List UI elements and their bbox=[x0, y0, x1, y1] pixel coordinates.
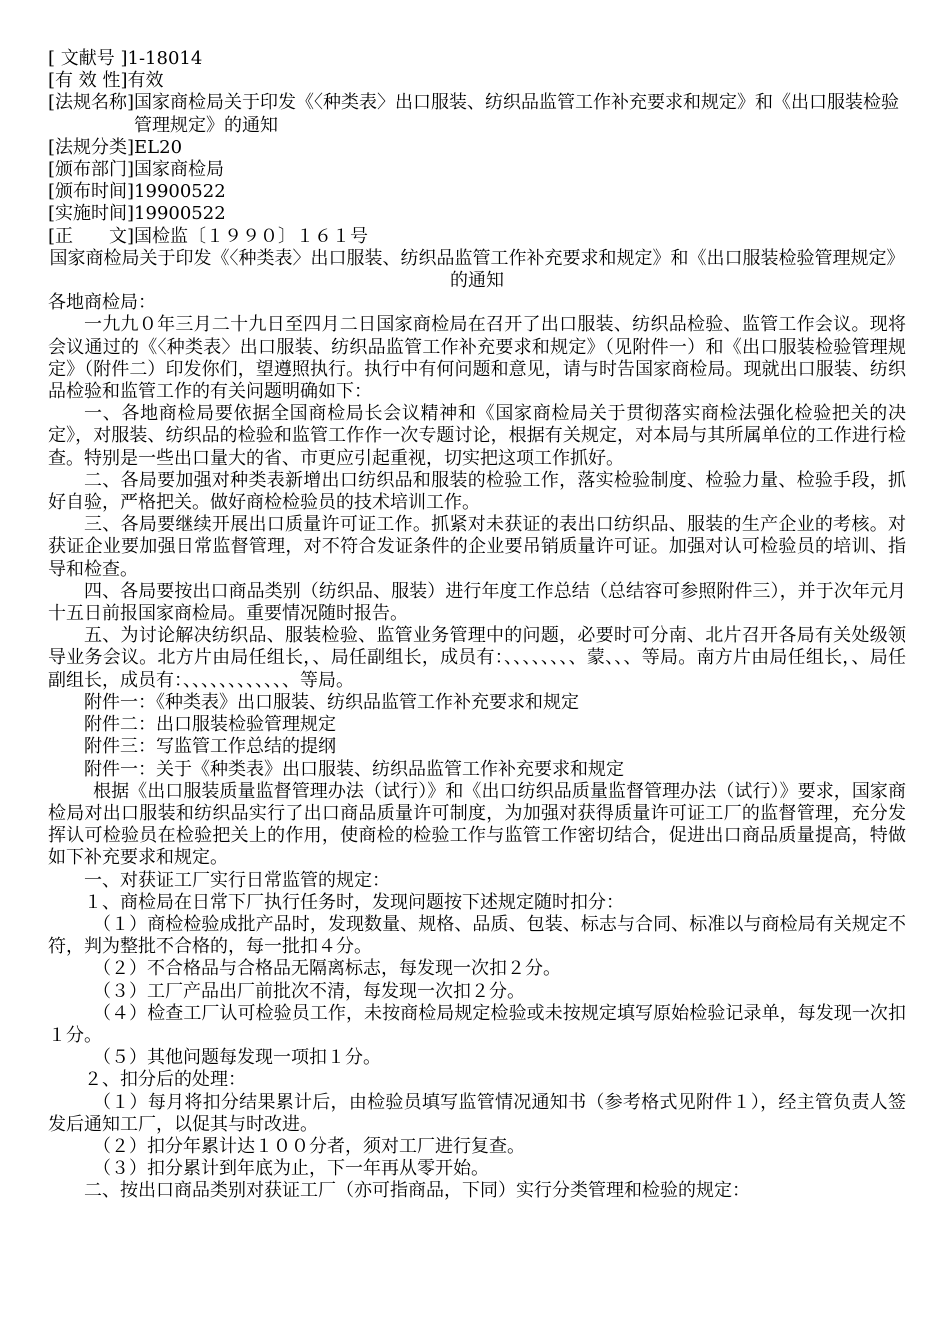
list-item: （４）检查工厂认可检验员工作，未按商检局规定检验或未按规定填写原始检验记录单，每发现一次扣１分。 bbox=[48, 1002, 906, 1046]
meta-effective-date-label: [实施时间] bbox=[48, 203, 135, 225]
paragraph: 三、各局要继续开展出口质量许可证工作。抓紧对未获证的表出口纺织品、服装的生产企业的考核。对获证企业要加强日常监督管理，对不符合发证条件的企业要吊销质量许可证。加强对认可检验员的培训、指导和检查。 bbox=[48, 514, 906, 580]
meta-validity bbox=[48, 70, 906, 92]
list-item: （２）不合格品与合格品无隔离标志，每发现一次扣２分。 bbox=[93, 958, 561, 980]
paragraph: 一、各地商检局要依据全国商检局长会议精神和《国家商检局关于贯彻落实商检法强化检验把关的决定》，对服装、纺织品的检验和监管工作作一次专题讨论，根据有关规定，对本局与其所属单位的工作进行检查。特别是一些出口量大的省、市更应引起重视，切实把这项工作抓好。 bbox=[48, 403, 906, 469]
meta-title-label: [法规名称] bbox=[48, 92, 135, 114]
salutation: 各地商检局： bbox=[48, 292, 156, 314]
meta-effective-date-value: 19900522 bbox=[134, 203, 226, 225]
attachment-title: 附件一：关于《种类表》出口服装、纺织品监管工作补充要求和规定 bbox=[84, 758, 624, 780]
attachment-intro: 根据《出口服装质量监督管理办法（试行）》和《出口纺织品质量监督管理办法（试行）》要求，国家商检局对出口服装和纺织品实行了出口商品质量许可制度，为加强对获得质量许可证工厂的监督管理，充分发挥认可检验员在检验把关上的作用，使商检的检验工作与监管工作密切结合，促进出口商品质量提高，特做如下补充要求和规定。 bbox=[48, 780, 906, 869]
meta-doc-no-label: [ 文献号 ] bbox=[48, 48, 128, 69]
meta-validity-label: [有 效 性] bbox=[48, 70, 128, 92]
list-item: （１）商检检验成批产品时，发现数量、规格、品质、包装、标志与合同、标准以与商检局有关规定不符，判为整批不合格的，每一批扣４分。 bbox=[48, 913, 906, 958]
meta-issuer bbox=[48, 159, 906, 181]
meta-doc-no bbox=[48, 48, 906, 70]
paragraph: 五、为讨论解决纺织品、服装检验、监管业务管理中的问题，必要时可分南、北片召开各局有关处级领导业务会议。北方片由局任组长，、局任副组长，成员有：、、、、、、、、蒙、、、等局。南方片由局任组长，、局任副组长，成员有：、、、、、、、、、、、、等局。 bbox=[48, 625, 906, 691]
section-heading: 一、对获证工厂实行日常监管的规定： bbox=[84, 869, 390, 891]
meta-text bbox=[48, 226, 906, 248]
list-item: （３）扣分累计到年底为止，下一年再从零开始。 bbox=[93, 1158, 489, 1180]
paragraph: 四、各局要按出口商品类别（纺织品、服装）进行年度工作总结（总结容可参照附件三），并于次年元月十五日前报国家商检局。重要情况随时报告。 bbox=[48, 580, 906, 625]
meta-issue-date-value: 19900522 bbox=[134, 181, 226, 203]
list-item: （１）每月将扣分结果累计后，由检验员填写监管情况通知书（参考格式见附件１），经主管负责人签发后通知工厂，以促其与时改进。 bbox=[48, 1091, 906, 1135]
meta-issuer-label: [颁布部门] bbox=[48, 159, 135, 181]
meta-title-value: 国家商检局关于印发《〈种类表〉出口服装、纺织品监管工作补充要求和规定》和《出口服装检验管理规定》的通知 bbox=[134, 92, 900, 136]
list-item: （２）扣分年累计达１００分者，须对工厂进行复查。 bbox=[93, 1135, 525, 1157]
attachment-item: 附件一：《种类表》出口服装、纺织品监管工作补充要求和规定 bbox=[84, 691, 579, 713]
meta-effective-date bbox=[48, 203, 906, 225]
list-item: （５）其他问题每发现一项扣１分。 bbox=[93, 1047, 381, 1069]
item-heading: ２、扣分后的处理： bbox=[84, 1069, 246, 1091]
document-heading: 国家商检局关于印发《〈种类表〉出口服装、纺织品监管工作补充要求和规定》和《出口服装检验管理规定》的通知 bbox=[49, 247, 905, 292]
section-heading: 二、按出口商品类别对获证工厂（亦可指商品，下同）实行分类管理和检验的规定： bbox=[84, 1180, 750, 1202]
list-item: （３）工厂产品出厂前批次不清，每发现一次扣２分。 bbox=[93, 980, 525, 1002]
meta-text-ref: 国检监〔１９９０〕１６１号 bbox=[134, 225, 369, 247]
meta-issue-date bbox=[48, 181, 906, 203]
meta-validity-value: 有效 bbox=[127, 70, 164, 92]
attachment-item: 附件三：写监管工作总结的提纲 bbox=[84, 736, 336, 758]
meta-text-label: [正 文] bbox=[48, 225, 135, 247]
meta-category-label: [法规分类] bbox=[48, 136, 135, 158]
meta-category bbox=[48, 137, 906, 159]
meta-doc-no-value: 1-18014 bbox=[127, 48, 203, 69]
paragraph: 一九九０年三月二十九日至四月二日国家商检局在召开了出口服装、纺织品检验、监管工作会议。现将会议通过的《〈种类表〉出口服装、纺织品监管工作补充要求和规定》（见附件一）和《出口服装检验管理规定》（附件二）印发你们，望遵照执行。执行中有何问题和意见，请与时告国家商检局。现就出口服装、纺织品检验和监管工作的有关问题明确如下： bbox=[48, 314, 906, 403]
meta-title bbox=[48, 92, 906, 136]
attachment-item: 附件二：出口服装检验管理规定 bbox=[84, 714, 336, 736]
meta-issuer-value: 国家商检局 bbox=[134, 159, 225, 181]
item-heading: １、商检局在日常下厂执行任务时，发现问题按下述规定随时扣分： bbox=[84, 891, 624, 913]
meta-category-value: EL20 bbox=[134, 136, 183, 158]
paragraph: 二、各局要加强对种类表新增出口纺织品和服装的检验工作，落实检验制度、检验力量、检验手段，抓好自验，严格把关。做好商检检验员的技术培训工作。 bbox=[48, 469, 906, 514]
meta-issue-date-label: [颁布时间] bbox=[48, 181, 135, 203]
